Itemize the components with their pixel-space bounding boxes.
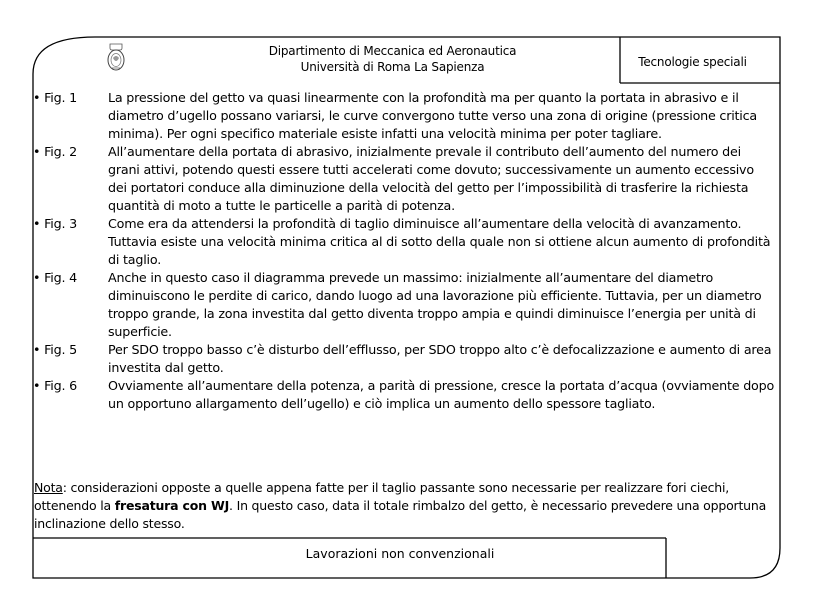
list-item <box>33 143 775 215</box>
note-text-part2: . In questo caso, data il totale rimbalzo del getto, è necessario prevedere una opportuna inclinazione dello stesso. <box>34 498 767 531</box>
figure-label: • Fig. 2 <box>33 144 78 159</box>
note-label: Nota <box>34 480 63 495</box>
list-item <box>33 377 775 413</box>
figure-label: • Fig. 6 <box>33 378 78 393</box>
figure-description: La pressione del getto va quasi linearmente con la profondità ma per quanto la portata in abrasivo e il diametro d’ugello possano variarsi, le curve convergono tutte verso una zona di origine (pressione critica minima). Per ogni specifico materiale esiste infatti una velocità minima per poter tagliare. <box>108 90 757 141</box>
note-text-part1: : considerazioni opposte a quelle appena fatte per il taglio passante sono necessarie per realizzare fori ciechi, ottenendo la <box>34 480 730 513</box>
list-item <box>33 89 775 143</box>
figure-description: All’aumentare della portata di abrasivo, inizialmente prevale il contributo dell’aumento del numero dei grani attivi, potendo questi essere tutti accelerati come dovuto; successivamente un aumento eccessivo dei portatori conduce alla diminuzione della velocità del getto per l’impossibilità di trasferire la richiesta quantità di moto a tutte le particelle a parità di potenza. <box>108 144 754 213</box>
figure-description: Ovviamente all’aumentare della potenza, a parità di pressione, cresce la portata d’acqua (ovviamente dopo un opportuno allargamento dell’ugello) e ciò implica un aumento dello spessore tagliato. <box>108 378 775 411</box>
figure-label: • Fig. 1 <box>33 90 78 105</box>
figure-description: Anche in questo caso il diagramma prevede un massimo: inizialmente all’aumentare del diametro diminuiscono le perdite di carico, dando luogo ad una lavorazione più efficiente. Tuttavia, per un diametro troppo grande, la zona investita dal getto diventa troppo ampia e quindi diminuisce l’energia per unità di superficie. <box>108 270 762 339</box>
course-tag: Tecnologie speciali <box>638 55 747 69</box>
figure-label: • Fig. 4 <box>33 270 78 285</box>
figure-label: • Fig. 3 <box>33 216 78 231</box>
list-item <box>33 269 775 341</box>
university-name: Università di Roma La Sapienza <box>300 60 485 74</box>
note-bold-term: fresatura con WJ <box>114 498 230 513</box>
figure-description: Per SDO troppo basso c’è disturbo dell’efflusso, per SDO troppo alto c’è defocalizzazione e aumento di area investita dal getto. <box>108 342 772 375</box>
figure-description: Come era da attendersi la profondità di taglio diminuisce all’aumentare della velocità di avanzamento. Tuttavia esiste una velocità minima critica al di sotto della quale non si ottiene alcun aumento di profondità di taglio. <box>108 216 771 267</box>
figure-label: • Fig. 5 <box>33 342 78 357</box>
department-header <box>230 43 555 75</box>
list-item <box>33 215 775 269</box>
university-seal-icon <box>106 42 126 74</box>
footer-title: Lavorazioni non convenzionali <box>305 546 495 561</box>
note-paragraph <box>34 479 790 533</box>
list-item <box>33 341 775 377</box>
department-name: Dipartimento di Meccanica ed Aeronautica <box>268 44 517 58</box>
figure-notes-list <box>33 89 775 413</box>
